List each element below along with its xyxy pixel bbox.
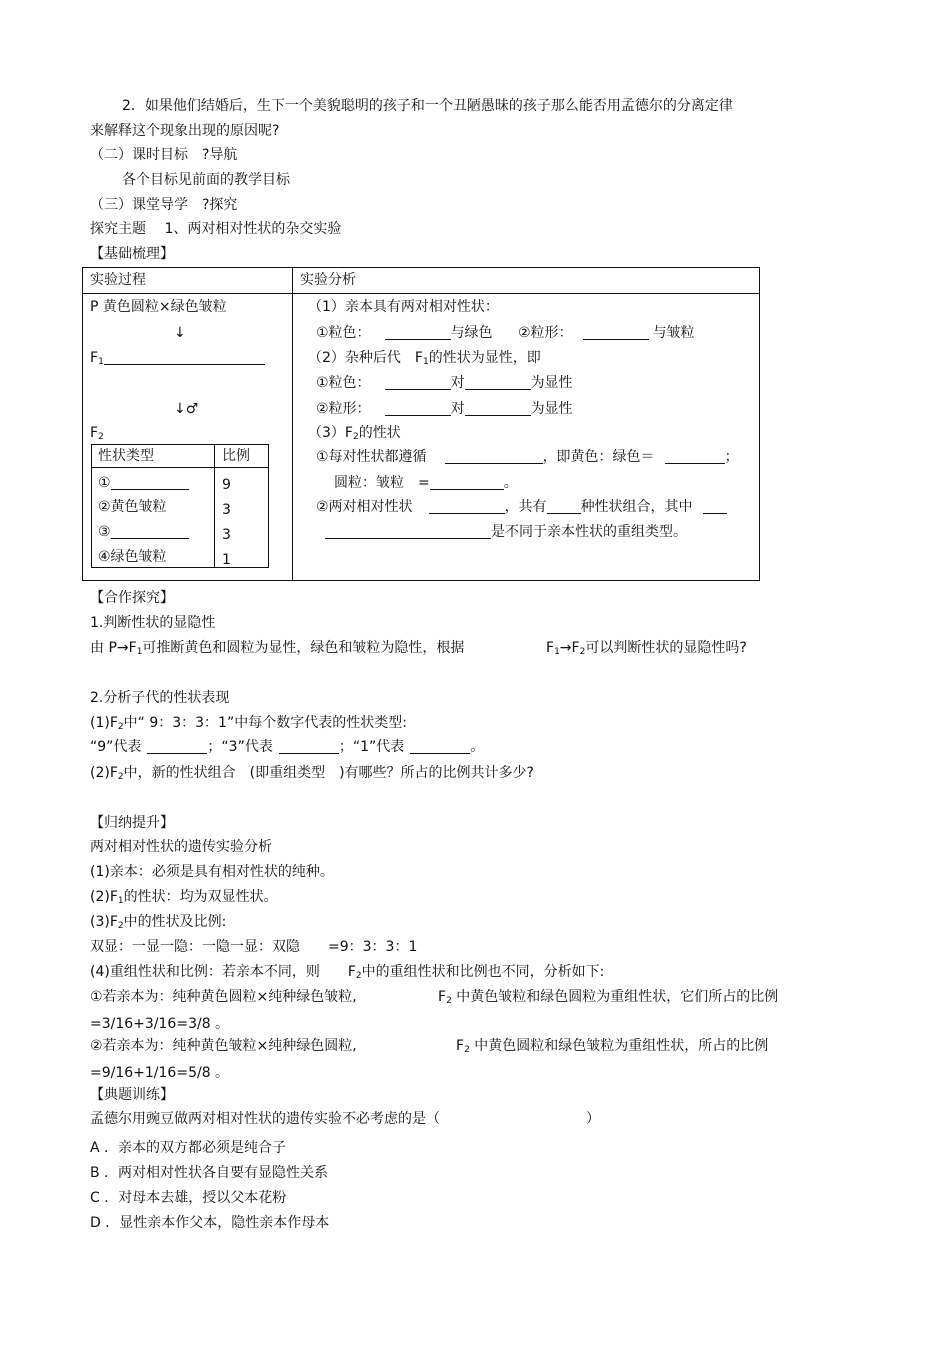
summary-p1: (1)亲本：必须是具有相对性状的纯种。 [90,864,334,880]
blank-a3-pair[interactable] [429,499,505,514]
question-2-line1: 2．如果他们结婚后，生下一个美貌聪明的孩子和一个丑陋愚昧的孩子那么能否用孟德尔的分离定律 [122,98,733,114]
analysis-1-shape: ②粒形： 与皱粒 [518,325,695,341]
blank-9[interactable] [147,739,207,754]
trait-row-3-type: ③ [98,523,189,541]
trait-row-3-blank[interactable] [111,524,189,539]
option-b[interactable]: B ．两对相对性状各自要有显隐性关系 [90,1165,329,1181]
summary-p2: $(2)F_1$的性状：均为双显性状。 [90,889,278,906]
analysis-3-line4: 是不同于亲本性状的重组类型。 [325,523,687,541]
summary-p6: ②若亲本为：纯种黄色皱粒×纯种绿色圆粒, [90,1038,357,1054]
analysis-3-line3: ②两对相对性状 ，共有 种性状组合，其中 [316,498,727,516]
blank-a3-law[interactable] [445,449,543,464]
blank-a2-color-1[interactable] [385,375,451,390]
table-header-process: 实验过程 [90,272,146,288]
analysis-1-color: ①粒色： 与绿色 [316,325,493,341]
exercise-question-end: ） [586,1111,600,1127]
parent-cross: P 黄色圆粒×绿色皱粒 [90,299,227,315]
option-c[interactable]: C ．对母本去雄，授以父本花粉 [90,1190,287,1206]
blank-a2-color-2[interactable] [465,375,531,390]
trait-row-1-blank[interactable] [111,475,189,490]
trait-row-4-type: ④绿色皱粒 [98,549,167,565]
down-arrow-1: ↓ [174,325,186,341]
trait-row-2-ratio: 3 [222,502,231,518]
summary-heading: 【归纳提升】 [90,815,174,831]
blank-a3-recombinant[interactable] [325,524,491,539]
topic-title: 探究主题 1、两对相对性状的杂交实验 [90,221,342,237]
blank-a1-color[interactable] [385,325,451,340]
analysis-2-color: ①粒色： 对 为显性 [316,375,573,391]
trait-table-header-divider [92,467,268,468]
analysis-2-title: （2）杂种后代 $F_1$的性状为显性，即 [308,350,541,367]
analysis-1-title: （1）亲本具有两对相对性状： [308,299,499,315]
summary-p5-cont: $F_2$ 中黄色皱粒和绿色圆粒为重组性状，它们所占的比例 [438,989,779,1006]
summary-p6-result: =9/16+1/16=5/8 。 [90,1065,230,1081]
table-header-analysis: 实验分析 [300,272,356,288]
blank-a2-shape-1[interactable] [385,401,451,416]
blank-a2-shape-2[interactable] [465,401,531,416]
section-2-text: 各个目标见前面的教学目标 [122,172,290,188]
analysis-3-line1: ①每对性状都遵循 ，即黄色：绿色＝ ； [316,449,739,465]
exercise-heading: 【典题训练】 [90,1087,174,1103]
coop-q2-1: $(1)F_2$中“ 9：3：3：1”中每个数字代表的性状类型: [90,715,407,732]
summary-p5: ①若亲本为：纯种黄色圆粒×纯种绿色皱粒, [90,989,357,1005]
trait-type-header: 性状类型 [98,448,154,464]
down-arrow-selfing: ↓♂ [174,401,199,417]
f1-blank[interactable] [104,364,265,365]
analysis-2-shape: ②粒形： 对 为显性 [316,401,573,417]
coop-heading: 【合作探究】 [90,590,174,606]
coop-q1-text: 由 $P\to F_1$可推断黄色和圆粒为显性，绿色和皱粒为隐性，根据 [90,640,465,657]
trait-row-2-type: ②黄色皱粒 [98,499,167,515]
blank-a3-shape-ratio[interactable] [430,475,504,490]
summary-p3: $(3)F_2$中的性状及比例: [90,914,227,931]
analysis-3-title: $(3)F_2$的性状 [308,425,401,442]
coop-q2-2: $(2)F_2$中，新的性状组合 (即重组类型 )有哪些？所占的比例共计多少? [90,765,534,782]
table-header-divider [83,293,759,294]
coop-q1-title: 1.判断性状的显隐性 [90,615,216,631]
basic-heading: 【基础梳理】 [90,246,174,262]
exercise-question: 孟德尔用豌豆做两对相对性状的遗传实验不必考虑的是（ [90,1111,440,1127]
blank-a3-count[interactable] [547,499,581,514]
section-3-title: （三）课堂导学 ?探究 [90,197,238,213]
coop-q1-text-2: $F_1\to F_2$可以判断性状的显隐性吗? [546,640,747,657]
blank-3[interactable] [279,739,339,754]
trait-row-1-type: ① [98,474,189,492]
blank-a3-which[interactable] [703,499,727,514]
f2-label: $F_2$ [90,425,104,442]
f1-label: $F_1$ [90,350,104,367]
summary-p3-ratio: 双显：一显一隐：一隐一显：双隐 =9：3：3：1 [90,939,418,955]
coop-q2-1-blanks: “9”代表 ；“3”代表 ；“1”代表 。 [90,739,485,755]
option-d[interactable]: D ．显性亲本作父本，隐性亲本作母本 [90,1215,330,1231]
trait-row-1-ratio: 9 [222,477,231,493]
option-a[interactable]: A ．亲本的双方都必须是纯合子 [90,1140,287,1156]
trait-row-3-ratio: 3 [222,527,231,543]
blank-1[interactable] [410,739,470,754]
trait-table-column-divider [214,445,215,567]
summary-title: 两对相对性状的遗传实验分析 [90,839,272,855]
summary-p5-result: =3/16+3/16=3/8 。 [90,1016,230,1032]
blank-a1-shape[interactable] [583,325,649,340]
summary-p6-cont: $F_2$ 中黄色圆粒和绿色皱粒为重组性状，所占的比例 [456,1038,769,1055]
question-2-line2: 来解释这个现象出现的原因呢? [90,123,280,139]
ratio-header: 比例 [222,448,250,464]
analysis-3-line2: 圆粒：皱粒 = 。 [334,475,518,491]
table-column-divider [292,268,293,580]
section-2-title: （二）课时目标 ?导航 [90,147,238,163]
coop-q2-title: 2.分析子代的性状表现 [90,690,230,706]
blank-a3-color-ratio[interactable] [665,449,725,464]
trait-row-4-ratio: 1 [222,552,231,568]
summary-p4: (4)重组性状和比例：若亲本不同，则 $F_2$中的重组性状和比例也不同，分析如下: [90,964,605,981]
